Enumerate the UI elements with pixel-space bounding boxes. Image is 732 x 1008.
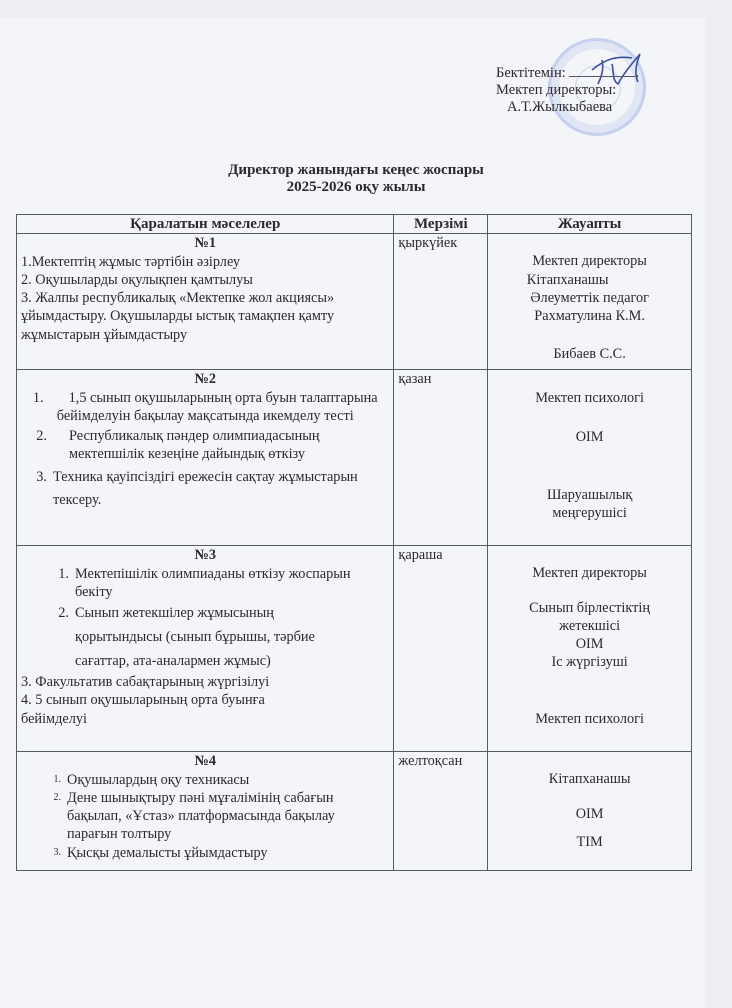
term-value: желтоқсан (398, 753, 463, 770)
item-number: 3. (36, 468, 47, 485)
issues-cell (17, 752, 394, 871)
item-text: Қысқы демалысты ұйымдастыру (67, 844, 268, 861)
signature-line (569, 64, 635, 77)
item-text: 1,5 сынып оқушыларының орта буын талаптарына бейімделуін бақылау мақсатында икемделу тесті (56, 389, 378, 424)
table-row (17, 752, 692, 871)
header-issues: Қаралатын мәселелер (17, 215, 394, 234)
responsible-item: Бибаев С.С. (553, 346, 626, 363)
issue-item (21, 466, 389, 512)
responsible-item: Сынып бірлестіктің жетекшісі (529, 599, 651, 634)
meeting-number: №1 (194, 235, 216, 252)
responsible-item: Мектеп директоры (532, 253, 647, 270)
responsible-item: Рахматулина К.М. (534, 308, 645, 325)
item-text: Сынып жетекшілер жұмысының қорытындысы (сынып бұрышы, тәрбие сағаттар, ата-аналармен жұмыс) (75, 605, 315, 670)
approver-name: А.Т.Жылкыбаева (507, 99, 613, 115)
item-number: 1. (53, 773, 61, 785)
issue-item (21, 427, 389, 464)
table-row (17, 546, 692, 752)
responsible-cell (488, 752, 692, 871)
meeting-number: №4 (194, 753, 216, 770)
responsible-cell (488, 234, 692, 370)
issue-item (21, 789, 389, 844)
term-cell (394, 752, 488, 871)
table-header-row (17, 215, 692, 234)
responsible-item: Шаруашылық меңгерушісі (546, 486, 633, 522)
issue-item: 1.Мектептің жұмыс тәртібін әзірлеу (21, 253, 241, 270)
item-number: 2. (58, 605, 69, 622)
responsible-item: Кітапханашы (548, 771, 631, 788)
issue-item: 3. Жалпы республикалық «Мектепке жол акциясы» ұйымдастыру. Оқушыларды ыстық тамақпен қамту жұмыстарын ұйымдастыру (21, 290, 335, 343)
responsible-item: ОІМ (575, 636, 604, 653)
responsible-item: ТІМ (576, 833, 603, 850)
responsible-item: Мектеп директоры (532, 565, 647, 582)
table-row (17, 370, 692, 546)
term-value: қазан (398, 371, 432, 388)
responsible-cell (488, 546, 692, 752)
table-row (17, 234, 692, 370)
issue-item (21, 771, 389, 789)
item-number: 3. (53, 846, 61, 858)
meeting-number: №2 (194, 371, 216, 388)
item-number: 1. (32, 389, 44, 406)
responsible-item: Іс жүргізуші (551, 654, 628, 671)
issue-item: 3. Факультатив сабақтарының жүргізілуі (21, 674, 270, 691)
item-number: 2. (36, 428, 47, 445)
item-number: 1. (58, 565, 69, 582)
responsible-item: Мектеп психологі (535, 710, 644, 727)
plan-table (16, 214, 692, 871)
item-text: Дене шынықтыру пәні мұғалімінің сабағын бақылап, «Ұстаз» платформасында бақылау парағын толтыру (67, 789, 335, 843)
item-text: Республикалық пәндер олимпиадасының мектепшілік кезеңіне дайындық өткізу (69, 428, 320, 463)
document-title (0, 162, 732, 196)
item-text: Мектепішілік олимпиаданы өткізу жоспарын бекіту (75, 565, 351, 600)
term-value: қараша (398, 547, 443, 564)
issue-item (21, 601, 389, 673)
issues-cell (17, 234, 394, 370)
responsible-item: Мектеп психологі (535, 390, 644, 407)
responsible-item: Кітапханашы (526, 271, 609, 288)
term-value: қыркүйек (398, 235, 458, 252)
header-term: Мерзімі (394, 215, 488, 234)
issue-item (21, 565, 389, 602)
term-cell (394, 546, 488, 752)
approval-block: Бектітемін: . Мектеп директоры: А.Т.Жылкыбаева (496, 65, 639, 115)
title-line-2: 2025-2026 оқу жылы (286, 179, 426, 195)
approved-label: Бектітемін: (496, 65, 566, 81)
item-number: 2. (53, 791, 61, 803)
issue-item: 4. 5 сынып оқушыларының орта буынға бейімделуі (21, 692, 265, 727)
issue-item: 2. Оқушыларды оқулықпен қамтылуы (21, 271, 253, 288)
header-responsible: Жауапты (488, 215, 692, 234)
issue-item (21, 844, 389, 862)
issues-cell (17, 546, 394, 752)
term-cell (394, 370, 488, 546)
meeting-number: №3 (194, 547, 216, 564)
responsible-cell (488, 370, 692, 546)
term-cell (394, 234, 488, 370)
title-line-1: Директор жанындағы кеңес жоспары (228, 162, 484, 178)
responsible-item: Әлеуметтік педагог (530, 289, 649, 306)
item-text: Оқушылардың оқу техникасы (67, 771, 250, 788)
responsible-item: ОІМ (575, 428, 604, 445)
issues-cell (17, 370, 394, 546)
item-text: Техника қауіпсіздігі ережесін сақтау жұмыстарын тексеру. (53, 468, 358, 508)
responsible-item: ОІМ (575, 805, 604, 822)
issue-item (21, 389, 389, 426)
approver-position: Мектеп директоры: (496, 82, 617, 98)
